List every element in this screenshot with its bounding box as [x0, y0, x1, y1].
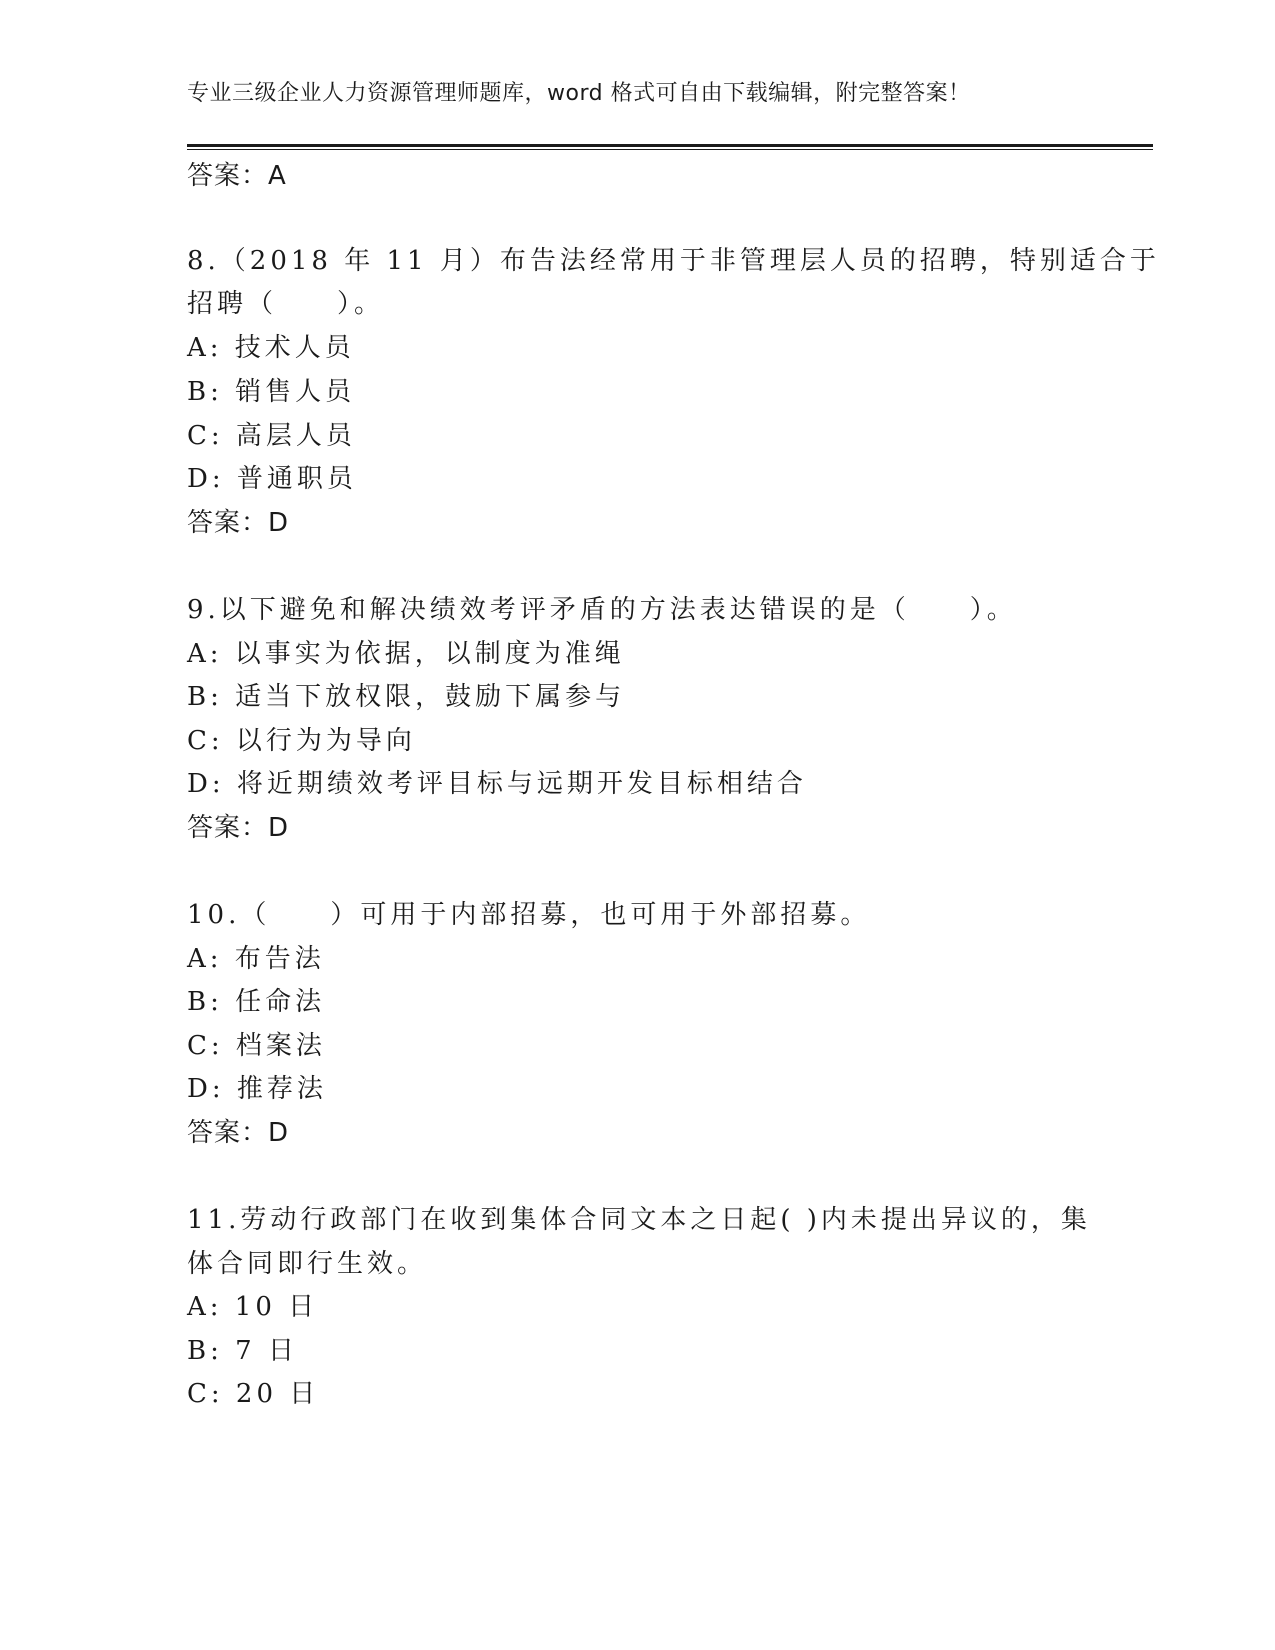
q10-stem-line-1: 10.（ ）可用于内部招募，也可用于外部招募。	[187, 900, 871, 930]
q8-stem-line-2: 招聘（ ）。	[187, 289, 385, 319]
q9-option-b: B: 适当下放权限，鼓励下属参与	[187, 682, 626, 712]
q9-option-a: A: 以事实为依据，以制度为准绳	[187, 639, 625, 669]
page-header: 专业三级企业人力资源管理师题库，word 格式可自由下载编辑，附完整答案！	[187, 81, 971, 106]
q9-stem-line-1: 9.以下避免和解决绩效考评矛盾的方法表达错误的是（ ）。	[187, 595, 1017, 625]
q9-option-d: D: 将近期绩效考评目标与远期开发目标相结合	[187, 769, 807, 799]
q8-stem-line-1: 8.（2018 年 11 月）布告法经常用于非管理层人员的招聘，特别适合于	[187, 246, 1160, 276]
q10-option-b: B: 任命法	[187, 987, 326, 1017]
header-rule-thin	[187, 149, 1153, 150]
q11-option-c: C: 20 日	[187, 1379, 320, 1409]
q8-option-b: B: 销售人员	[187, 377, 356, 407]
q9-option-c: C: 以行为为导向	[187, 726, 416, 756]
answer-previous: 答案：A	[187, 161, 287, 191]
q9-answer: 答案：D	[187, 813, 290, 843]
header-rule-thick	[187, 144, 1153, 147]
q8-option-d: D: 普通职员	[187, 464, 357, 494]
q10-option-d: D: 推荐法	[187, 1074, 327, 1104]
q10-answer: 答案：D	[187, 1118, 290, 1148]
q10-option-a: A: 布告法	[187, 944, 325, 974]
q11-stem-line-2: 体合同即行生效。	[187, 1249, 428, 1279]
q8-answer: 答案：D	[187, 508, 290, 538]
q11-option-b: B: 7 日	[187, 1336, 298, 1366]
q8-option-a: A: 技术人员	[187, 333, 355, 363]
q10-option-c: C: 档案法	[187, 1031, 326, 1061]
q11-option-a: A: 10 日	[187, 1292, 319, 1322]
q11-stem-line-1: 11.劳动行政部门在收到集体合同文本之日起( )内未提出异议的，集	[187, 1205, 1091, 1235]
q8-option-c: C: 高层人员	[187, 421, 356, 451]
